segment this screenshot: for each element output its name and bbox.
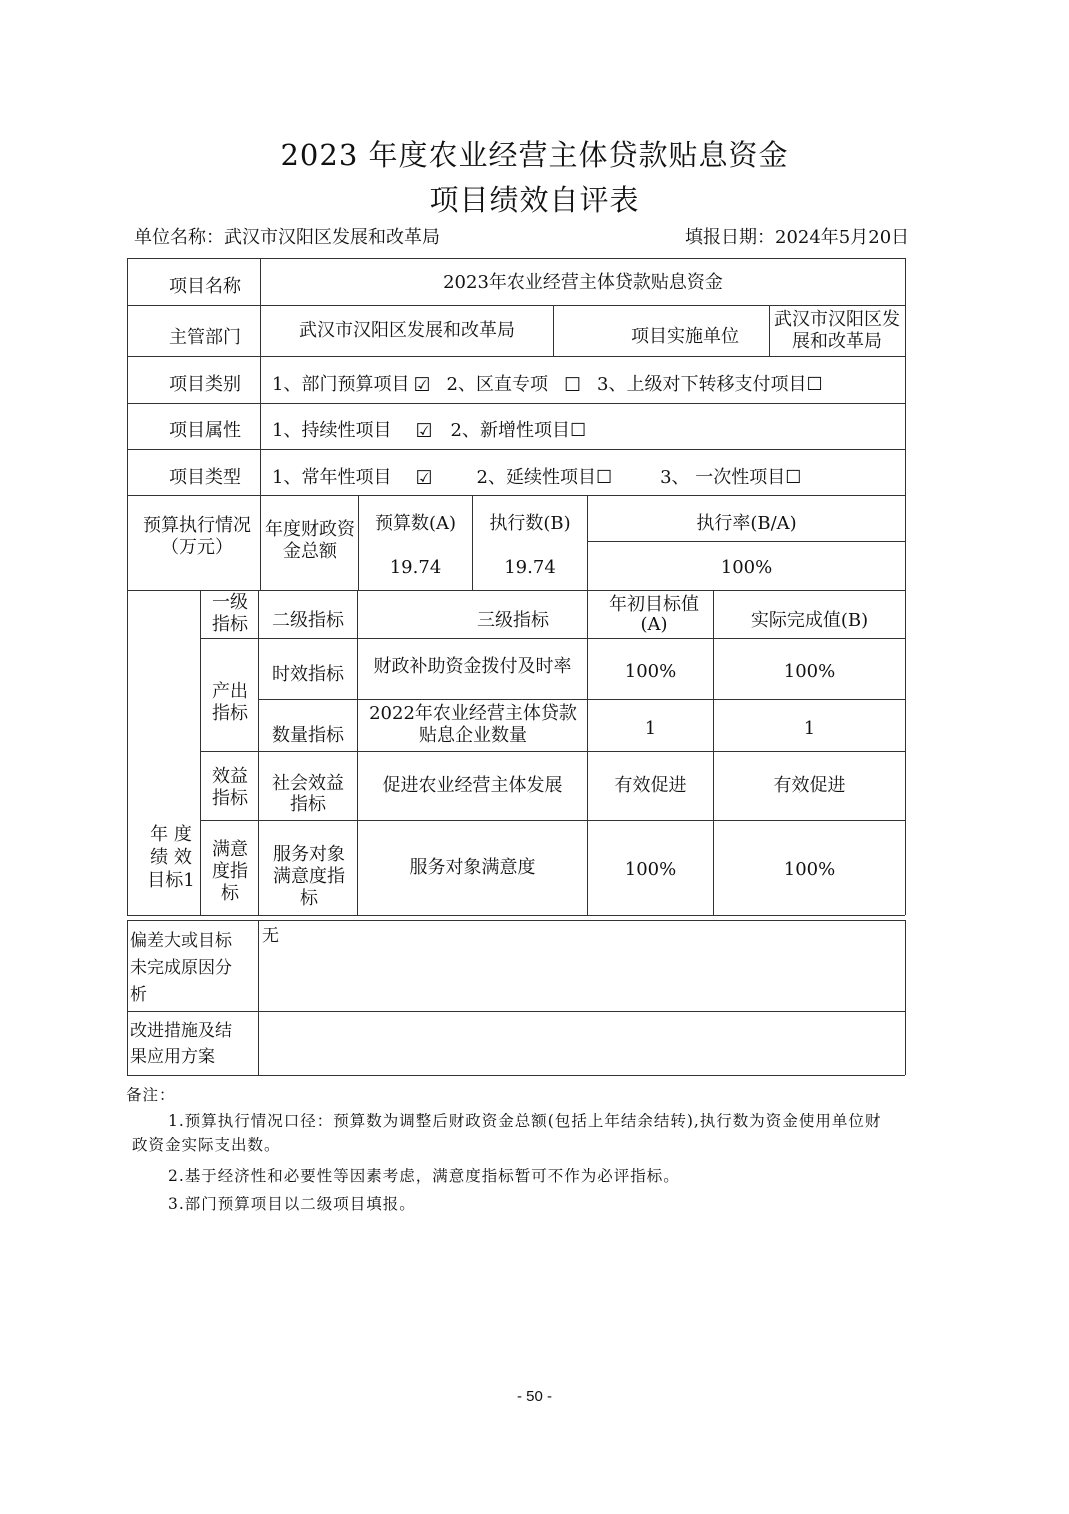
exec-value: 19.74 [504,557,556,578]
category-opt3: 3、上级对下转移支付项目☐ [597,374,823,395]
fund-total-label: 年度财政资金总额 [265,519,355,562]
dept-label: 主管部门 [169,327,241,348]
table-row-actual: 100% [783,661,836,682]
deviation-value: 无 [262,926,279,946]
fill-date: 填报日期：2024年5月20日 [685,227,910,248]
improve-value [262,1018,862,1040]
rate-value: 100% [720,557,773,578]
type-label: 项目类型 [169,467,241,488]
target-header: 年初目标值(A) [609,594,699,635]
table-row-level3: 财政补助资金拨付及时率 [373,656,572,677]
attribute-label: 项目属性 [169,420,241,441]
table-row-level2: 数量指标 [272,725,344,746]
unit-name: 单位名称：武汉市汉阳区发展和改革局 [134,227,440,248]
project-name-label: 项目名称 [169,276,241,297]
document-subtitle: 项目绩效自评表 [429,183,640,217]
budget-label: 预算执行情况（万元） [143,515,251,558]
notes-head: 备注： [126,1086,176,1104]
attribute-opt2: 2、新增性项目☐ [450,420,587,441]
impl-unit-label: 项目实施单位 [631,326,739,347]
table-row-level2: 社会效益指标 [272,773,344,815]
actual-header: 实际完成值(B) [750,610,869,631]
table-row-target: 1 [644,718,657,739]
group-output: 产出指标 [212,681,248,724]
exec-header: 执行数(B) [489,513,571,534]
attribute-opt1: 1、持续性项目 [272,420,392,441]
category-options [272,374,902,396]
type-opt3: 3、 一次性项目☐ [660,467,802,488]
table-row-level3: 促进农业经营主体发展 [382,775,563,796]
budget-header: 预算数(A) [374,513,457,534]
category-opt2: 2、区直专项 [446,374,548,395]
table-row-target: 有效促进 [614,775,687,796]
checked-box-icon: ☑ [415,420,433,442]
table-row-target: 100% [624,859,677,880]
type-opt2: 2、延续性项目☐ [476,467,613,488]
table-row-actual: 1 [803,718,816,739]
table-row-actual: 有效促进 [773,775,846,796]
dept-value: 武汉市汉阳区发展和改革局 [299,320,515,341]
type-options [272,467,902,489]
attribute-options [272,420,902,442]
type-opt1: 1、常年性项目 [272,467,392,488]
note-3: 3.部门预算项目以二级项目填报。 [168,1195,416,1213]
table-row-actual: 100% [783,859,836,880]
perf-side-label: 年 度 绩 效 目标1 [147,823,195,891]
rate-header: 执行率(B/A) [696,513,797,534]
impl-unit-value: 武汉市汉阳区发展和改革局 [774,309,900,352]
level2-header: 二级指标 [272,610,344,631]
note-1: 1.预算执行情况口径：预算数为调整后财政资金总额(包括上年结余结转),执行数为资金使用单位财政资金实际支出数。 [132,1112,882,1154]
level1-header: 一级指标 [212,592,248,635]
group-benefit: 效益指标 [212,766,248,809]
checked-box-icon: ☑ [415,467,433,489]
category-opt1: 1、部门预算项目 [272,374,410,395]
improve-label: 改进措施及结果应用方案 [130,1021,232,1067]
unchecked-box-icon: ☐ [563,374,581,396]
note-2: 2.基于经济性和必要性等因素考虑，满意度指标暂可不作为必评指标。 [168,1167,680,1185]
table-row-level3: 服务对象满意度 [409,857,536,878]
table-row-level3: 2022年农业经营主体贷款贴息企业数量 [369,703,577,746]
deviation-label: 偏差大或目标未完成原因分析 [130,931,232,1005]
category-label: 项目类别 [169,374,241,395]
checked-box-icon: ☑ [413,374,431,396]
project-name-value: 2023年农业经营主体贷款贴息资金 [443,272,723,293]
group-satisfaction: 满意度指标 [212,839,248,904]
budget-value: 19.74 [389,557,442,578]
table-row-target: 100% [624,661,677,682]
document-title: 2023 年度农业经营主体贷款贴息资金 [280,138,789,172]
level3-header: 三级指标 [477,610,549,631]
page-number: - 50 - [516,1388,552,1405]
table-row-level2: 服务对象满意度指标 [273,844,345,909]
table-row-level2: 时效指标 [272,664,344,685]
